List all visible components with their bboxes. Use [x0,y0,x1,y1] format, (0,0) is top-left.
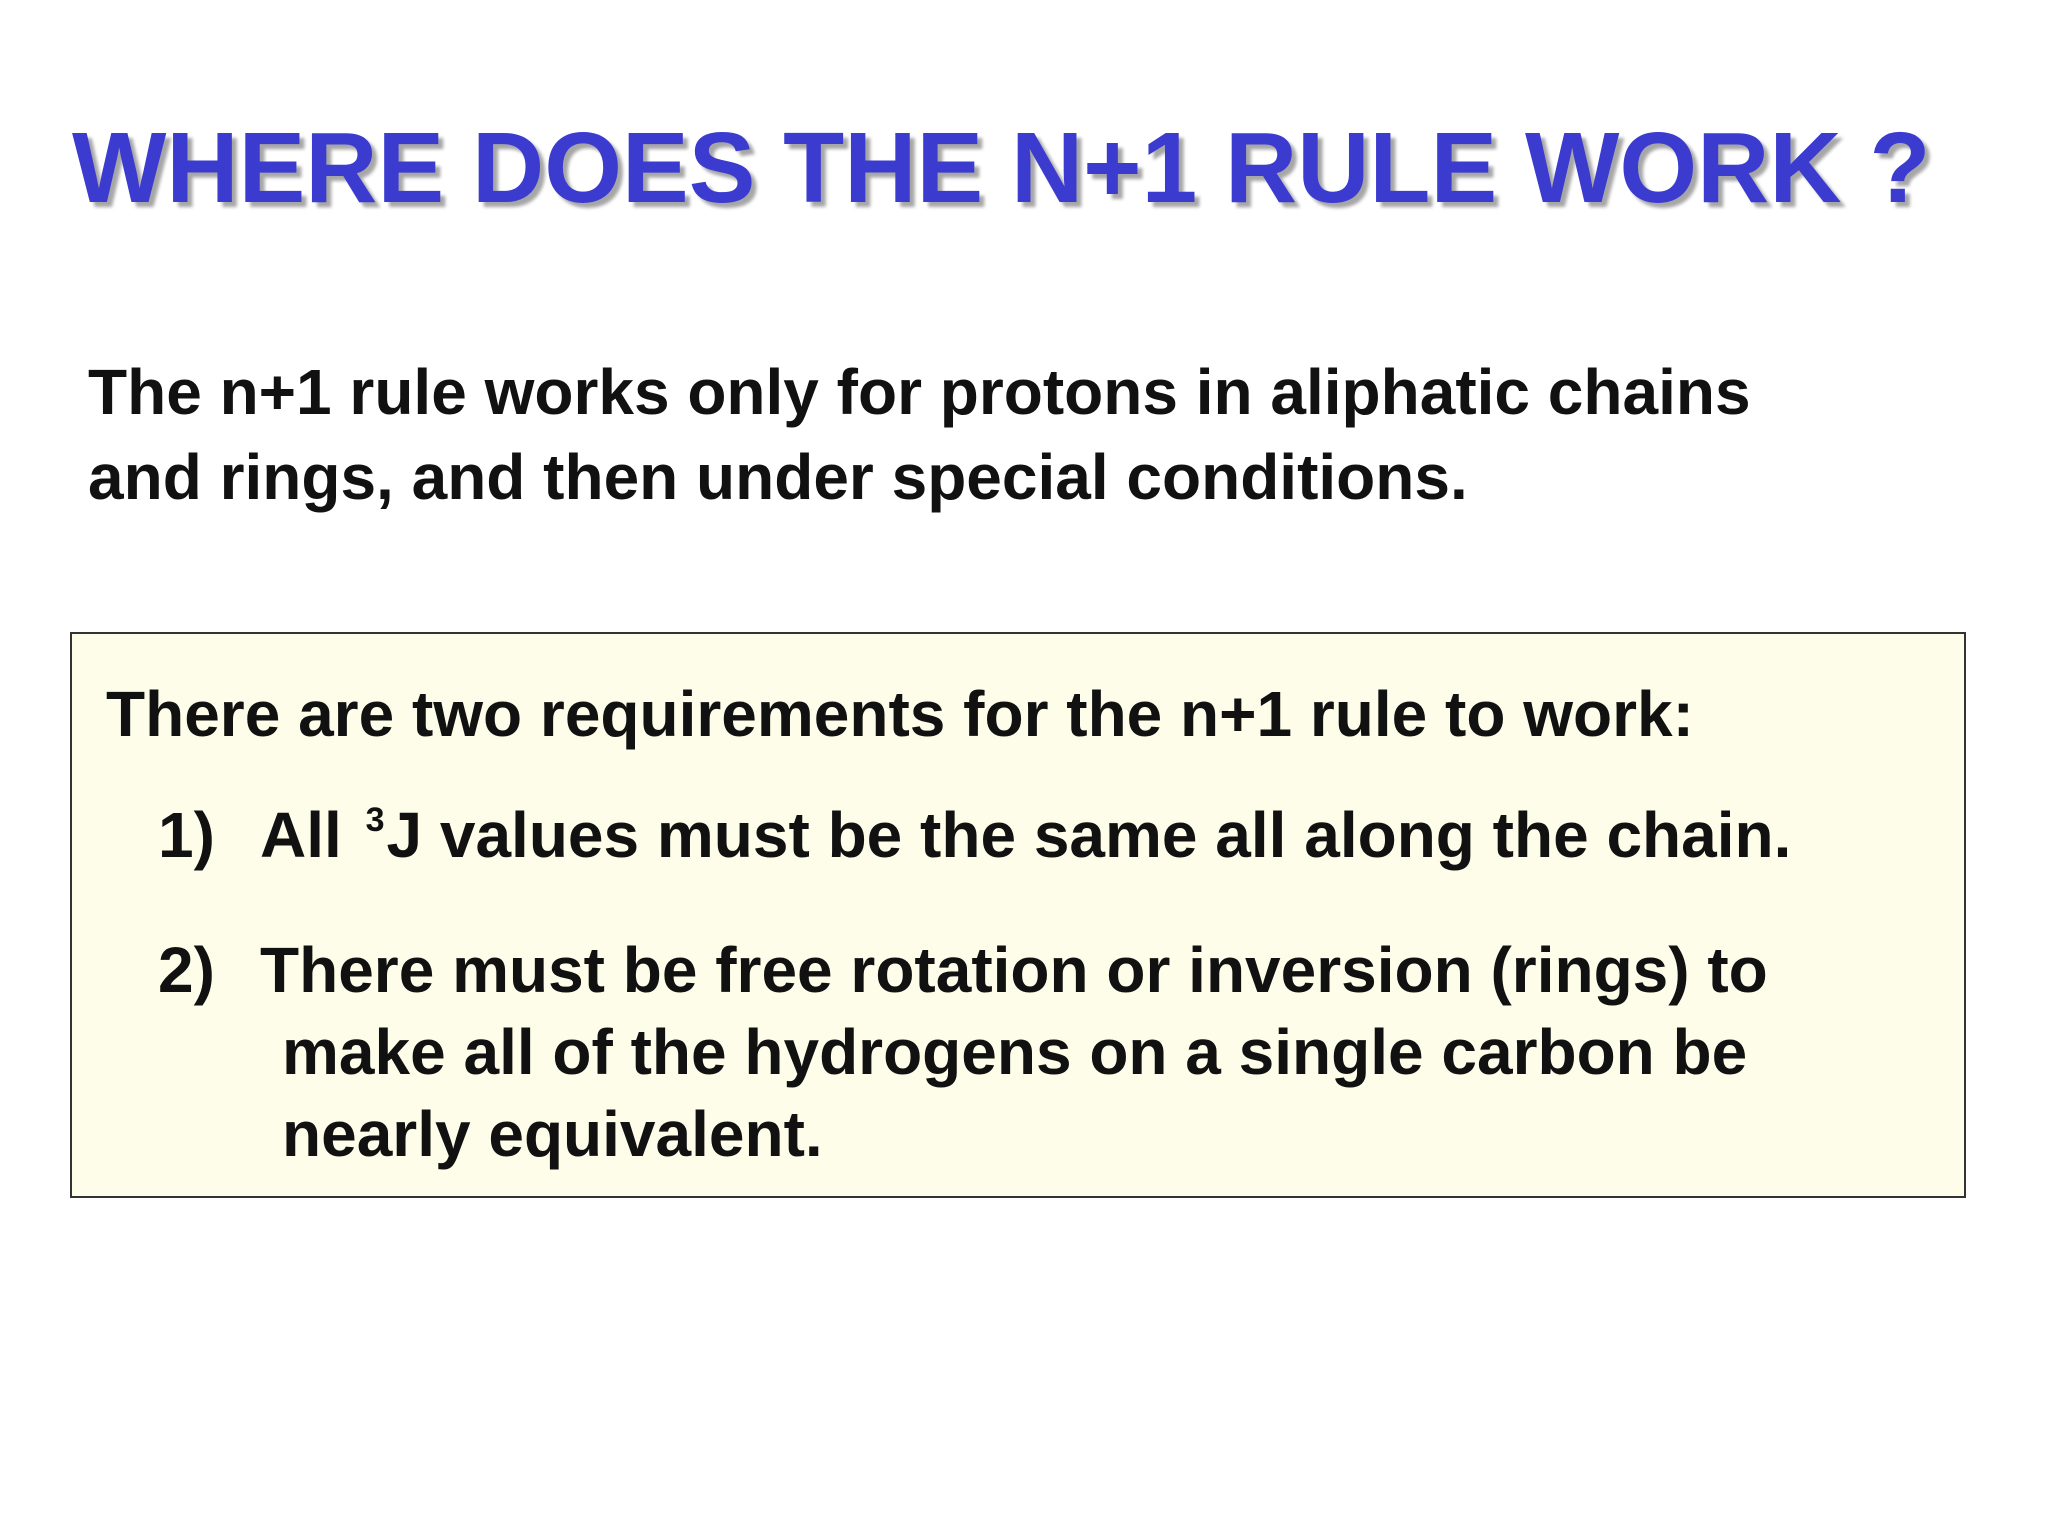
requirement-item-1 [158,794,1791,876]
requirement-2-line-3: nearly equivalent. [282,1098,823,1170]
requirement-1-line [158,794,1791,876]
requirement-1-text-end: J values must be the same all along the chain. [386,799,1792,871]
intro-line-1: The n+1 rule works only for protons in aliphatic chains [88,356,1751,428]
intro-line-2: and rings, and then under special conditions. [88,441,1468,513]
requirement-2-line-2: make all of the hydrogens on a single carbon be [282,1016,1748,1088]
superscript-three: 3 [365,801,385,839]
intro-paragraph [88,350,1968,520]
requirement-2-number: 2) [158,934,215,1006]
slide-title: WHERE DOES THE N+1 RULE WORK ? [72,112,1931,224]
requirement-2-line-1 [158,929,1768,1011]
requirement-1-number: 1) [158,799,215,871]
requirement-1-text-start: All [260,799,342,871]
requirement-item-2 [158,929,1768,1175]
requirement-2-text-1: There must be free rotation or inversion (rings) to [260,934,1768,1006]
requirements-box [70,632,1966,1198]
requirements-heading: There are two requirements for the n+1 rule to work: [106,678,1694,750]
